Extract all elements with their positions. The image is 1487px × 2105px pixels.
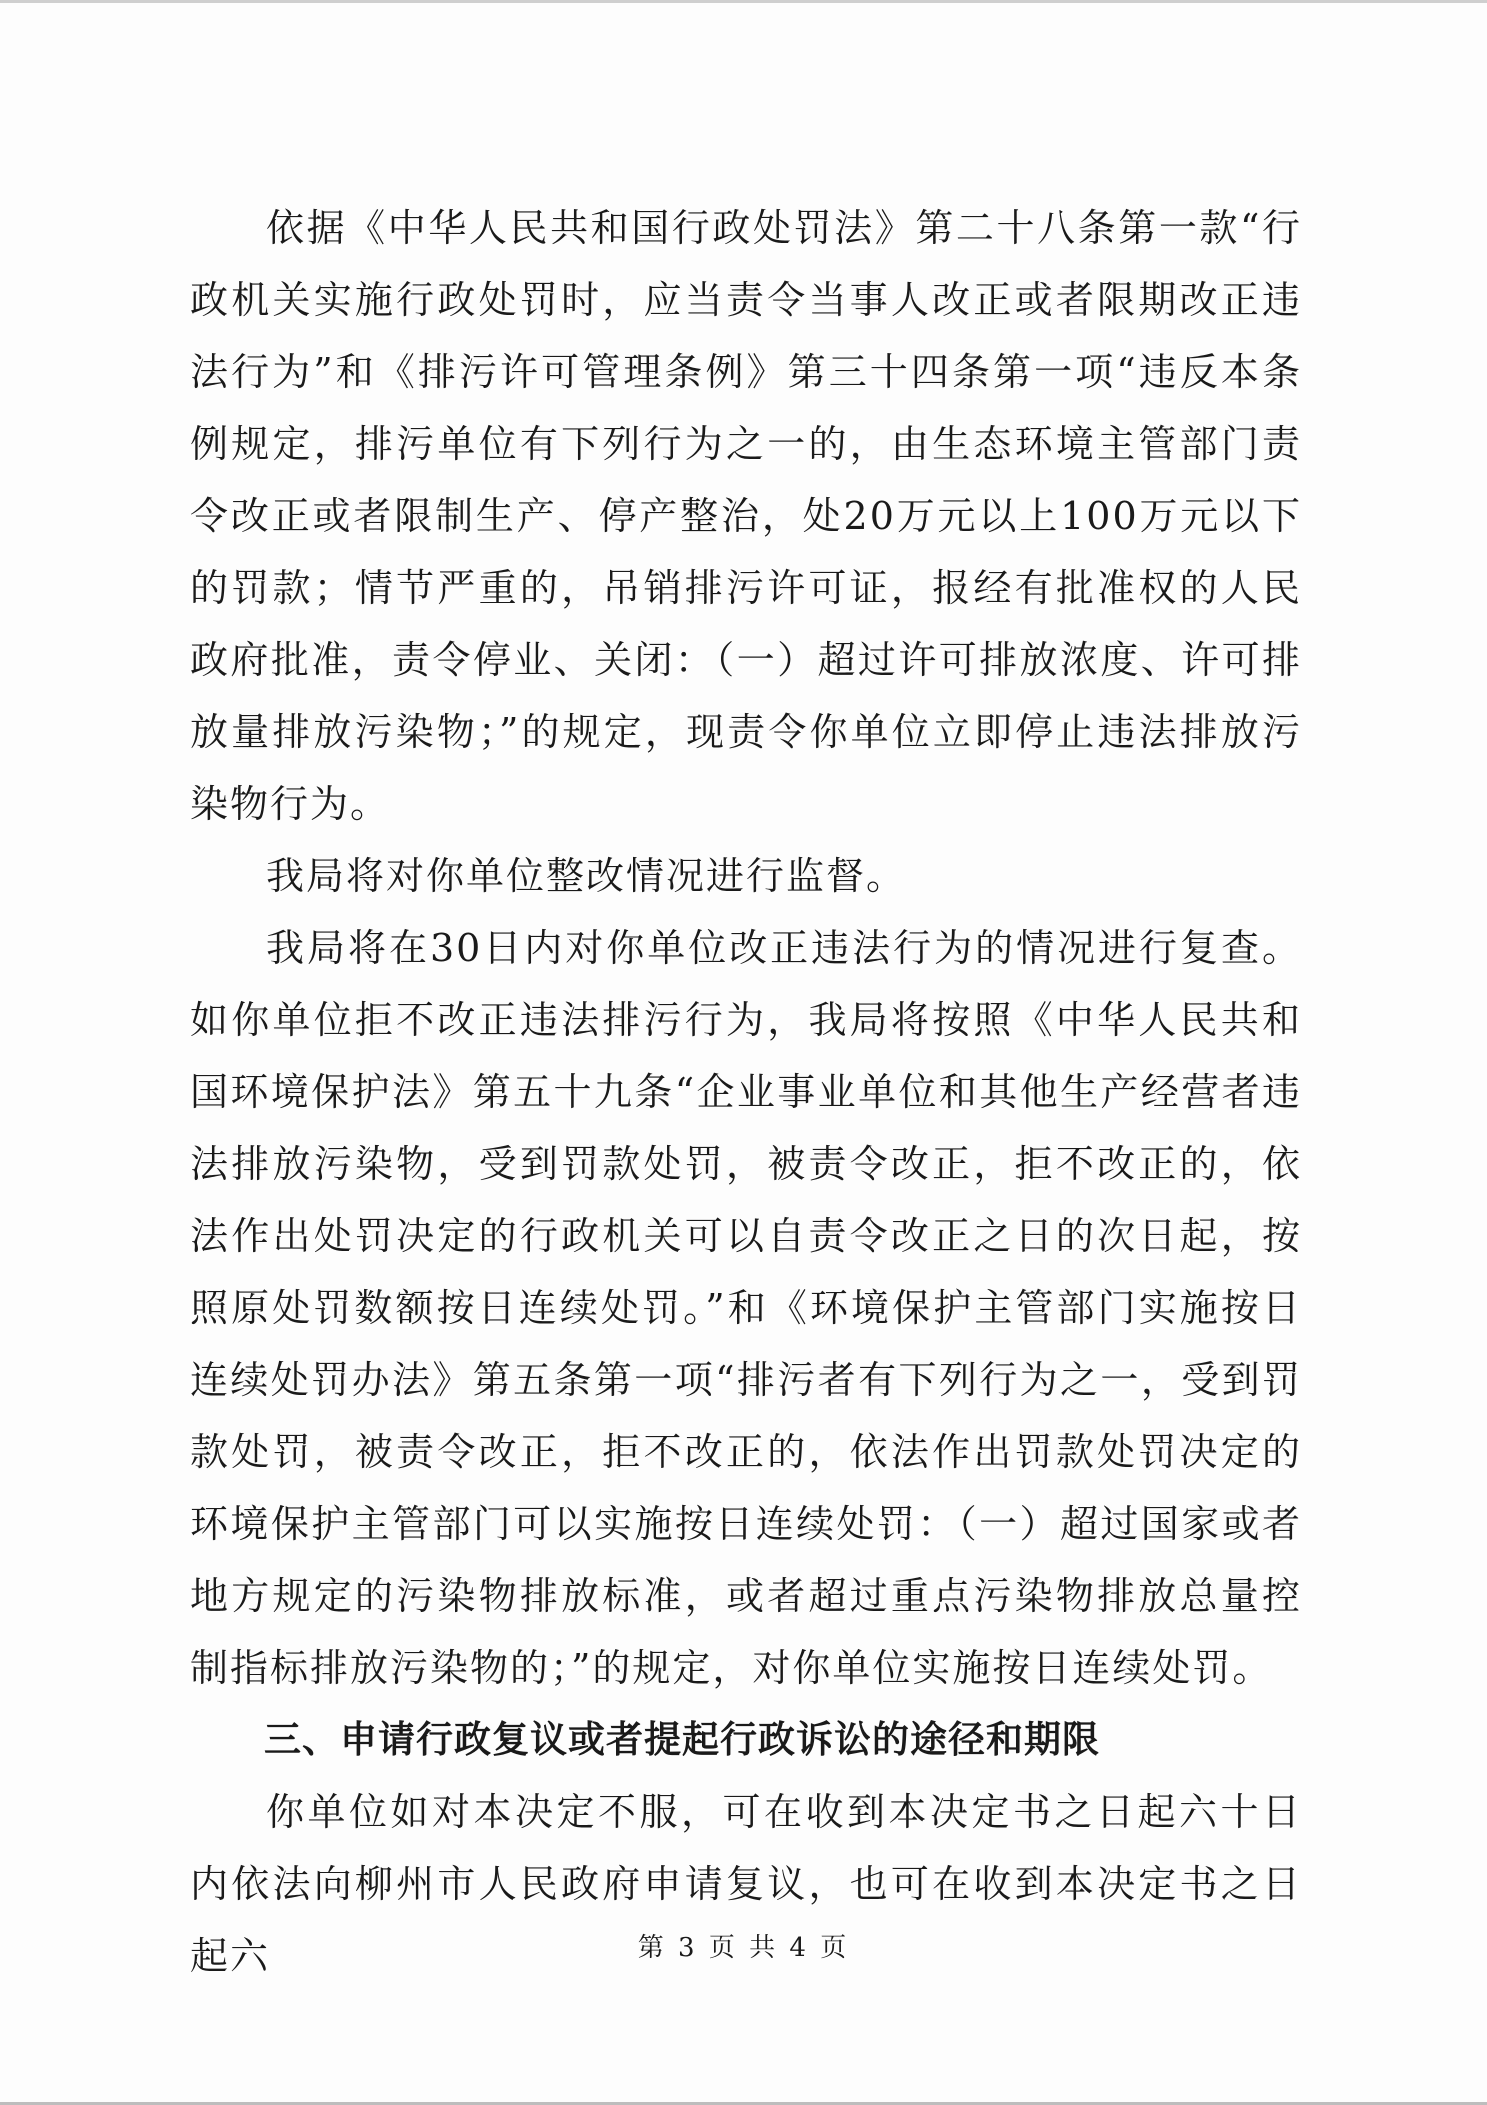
paragraph-appeal: 你单位如对本决定不服，可在收到本决定书之日起六十日内依法向柳州市人民政府申请复议，也可在收到本决定书之日起六 [190, 1790, 1302, 1978]
page-number: 第 3 页 共 4 页 [637, 1933, 850, 1963]
paragraph-supervision: 我局将对你单位整改情况进行监督。 [266, 854, 907, 898]
paragraph-legal-basis: 依据《中华人民共和国行政处罚法》第二十八条第一款“行政机关实施行政处罚时，应当责令当事人改正或者限期改正违法行为”和《排污许可管理条例》第三十四条第一项“违反本条例规定，排污单位有下列行为之一的，由生态环境主管部门责令改正或者限制生产、停产整治，处20万元以上100万元以下的罚款；情节严重的，吊销排污许可证，报经有批准权的人民政府批准，责令停业、关闭：（一）超过许可排放浓度、许可排放量排放污染物；”的规定，现责令你单位立即停止违法排放污染物行为。 [190, 206, 1302, 826]
scan-edge-top [0, 0, 1487, 3]
paragraph-review: 我局将在30日内对你单位改正违法行为的情况进行复查。如你单位拒不改正违法排污行为，我局将按照《中华人民共和国环境保护法》第五十九条“企业事业单位和其他生产经营者违法排放污染物，受到罚款处罚，被责令改正，拒不改正的，依法作出处罚决定的行政机关可以自责令改正之日的次日起，按照原处罚数额按日连续处罚。”和《环境保护主管部门实施按日连续处罚办法》第五条第一项“排污者有下列行为之一，受到罚款处罚，被责令改正，拒不改正的，依法作出罚款处罚决定的环境保护主管部门可以实施按日连续处罚：（一）超过国家或者地方规定的污染物排放标准，或者超过重点污染物排放总量控制指标排放污染物的；”的规定，对你单位实施按日连续处罚。 [190, 926, 1302, 1690]
document-body [190, 192, 1302, 1992]
section-heading: 三、申请行政复议或者提起行政诉讼的途径和期限 [264, 1718, 1100, 1761]
